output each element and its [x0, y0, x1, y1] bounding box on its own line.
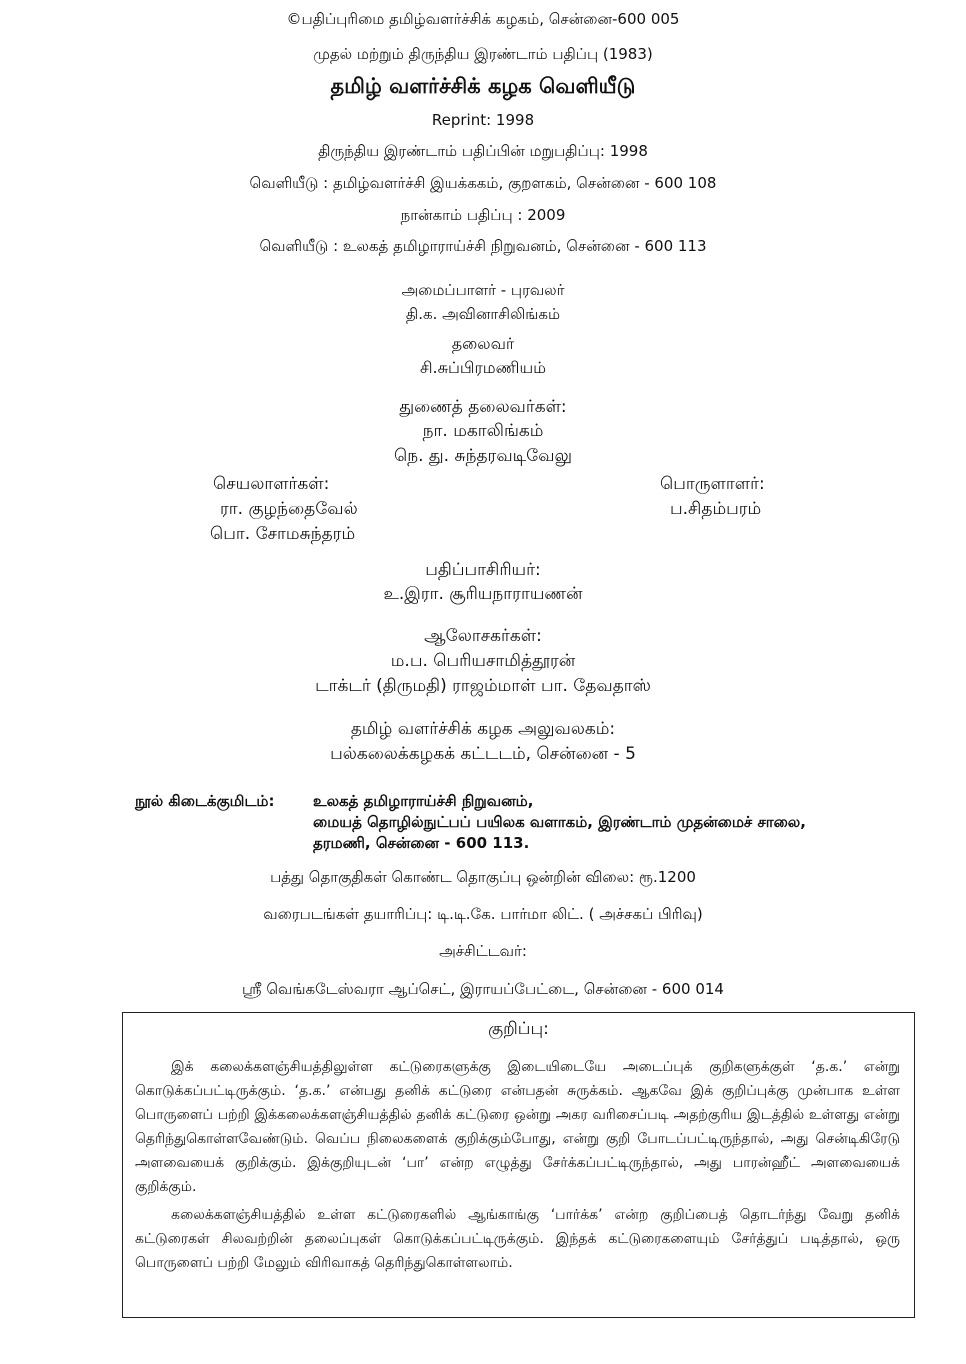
first-edition-line: முதல் மற்றும் திருந்திய இரண்டாம் பதிப்பு (1983): [313, 45, 653, 63]
revised-reprint-line: திருந்திய இரண்டாம் பதிப்பின் மறுபதிப்பு: 1998: [318, 142, 648, 160]
notice-paragraph-2: கலைக்களஞ்சியத்தில் உள்ள கட்டுரைகளில் ஆங்காங்கு ‘பார்க்க’ என்ற குறிப்பைத் தொடர்ந்து வேறு தனிக் கட்டுரைகள் சிலவற்றின் தலைப்புகள் கொடுக்கப்பட்டிருக்கும். இந்தக் கட்டுரைகளையும் சேர்த்துப் படித்தால், ஒரு பொருளைப் பற்றி மேலும் விரிவாகத் தெரிந்துகொள்ளலாம்.: [135, 1207, 900, 1271]
advisor-1: ம.ப. பெரியசாமித்தூரன்: [390, 651, 576, 671]
publisher-line-3: வெளியீடு : உலகத் தமிழாராய்ச்சி நிறுவனம், சென்னை - 600 113: [259, 237, 707, 255]
president-name: சி.சுப்பிரமணியம்: [419, 358, 547, 377]
office-address: பல்கலைக்கழகக் கட்டடம், சென்னை - 5: [330, 744, 636, 764]
fourth-edition-line: நான்காம் பதிப்பு : 2009: [400, 206, 566, 224]
advisors-role: ஆலோசகர்கள்:: [424, 626, 542, 646]
reprint-line: Reprint: 1998: [431, 111, 535, 129]
printer-line: ஸ்ரீ வெங்கடேஸ்வரா ஆப்செட், இராயப்பேட்டை, சென்னை - 600 014: [242, 980, 724, 998]
treasurer-name: ப.சிதம்பரம்: [670, 499, 762, 519]
notice-paragraph-1: இக் கலைக்களஞ்சியத்திலுள்ள கட்டுரைகளுக்கு இடையிடையே அடைப்புக் குறிகளுக்குள் ‘த.க.’ என்று கொடுக்கப்பட்டிருக்கும். ‘த.க.’ என்பது தனிக் கட்டுரை என்பதன் சுருக்கம். ஆகவே இக் குறிப்புக்கு முன்பாக உள்ள பொருளைப் பற்றி இக்கலைக்களஞ்சியத்தில் தனிக் கட்டுரை ஒன்று அகர வரிசைப்படி அதற்குரிய இடத்தில் உள்ளது என்று தெரிந்துகொள்ளவேண்டும். வெப்ப நிலைகளைக் குறிக்கும்போது, என்று குறி போடப்பட்டிருந்தால், அது சென்டிகிரேடு அளவையைக் குறிக்கும். இக்குறியுடன் ‘பா’ என்ற எழுத்து சேர்க்கப்பட்டிருந்தால், அது பாரன்ஹீட் அளவையைக் குறிக்கும்.: [135, 1059, 900, 1195]
copyright-line: ©பதிப்புரிமை தமிழ்வளர்ச்சிக் கழகம், சென்னை-600 005: [286, 10, 680, 28]
price-line: பத்து தொகுதிகள் கொண்ட தொகுப்பு ஒன்றின் விலை: ரூ.1200: [270, 868, 696, 886]
president-role: தலைவர்: [451, 334, 515, 353]
availability-line-2: மையத் தொழில்நுட்பப் பயிலக வளாகம், இரண்டாம் முதன்மைச் சாலை,: [313, 813, 806, 831]
secretary-role: செயலாளர்கள்:: [213, 474, 330, 494]
editor-name: உ.இரா. சூரியநாராயணன்: [383, 584, 583, 604]
secretary-2: பொ. சோமசுந்தரம்: [210, 524, 356, 544]
publisher-line-2: வெளியீடு : தமிழ்வளர்ச்சி இயக்ககம், குறளகம், சென்னை - 600 108: [249, 174, 717, 192]
notice-box: [122, 1012, 915, 1318]
publisher-title: தமிழ் வளர்ச்சிக் கழக வெளியீடு: [330, 74, 636, 98]
printer-label: அச்சிட்டவர்:: [439, 942, 527, 960]
editor-role: பதிப்பாசிரியர்:: [425, 560, 541, 580]
vice-president-role: துணைத் தலைவர்கள்:: [399, 397, 567, 417]
patron-name: தி.க. அவினாசிலிங்கம்: [405, 305, 561, 323]
notice-title: குறிப்பு:: [488, 1019, 549, 1039]
patron-role: அமைப்பாளர் - புரவலர்: [401, 281, 565, 299]
treasurer-role: பொருளாளர்:: [660, 474, 765, 494]
availability-line-3: தரமணி, சென்னை - 600 113.: [313, 834, 530, 852]
office-role: தமிழ் வளர்ச்சிக் கழக அலுவலகம்:: [350, 719, 616, 739]
vice-president-1: நா. மகாலிங்கம்: [422, 421, 544, 441]
vice-president-2: நெ. து. சுந்தரவடிவேலு: [393, 446, 572, 466]
availability-line-1: உலகத் தமிழாராய்ச்சி நிறுவனம்,: [313, 792, 534, 810]
advisor-2: டாக்டர் (திருமதி) ராஜம்மாள் பா. தேவதாஸ்: [315, 676, 651, 696]
availability-label: நூல் கிடைக்குமிடம்:: [135, 792, 275, 810]
maps-credit-line: வரைபடங்கள் தயாரிப்பு: டி.டி.கே. பார்மா லிட். ( அச்சகப் பிரிவு): [263, 905, 703, 923]
secretary-1: ரா. குழந்தைவேல்: [220, 499, 358, 519]
